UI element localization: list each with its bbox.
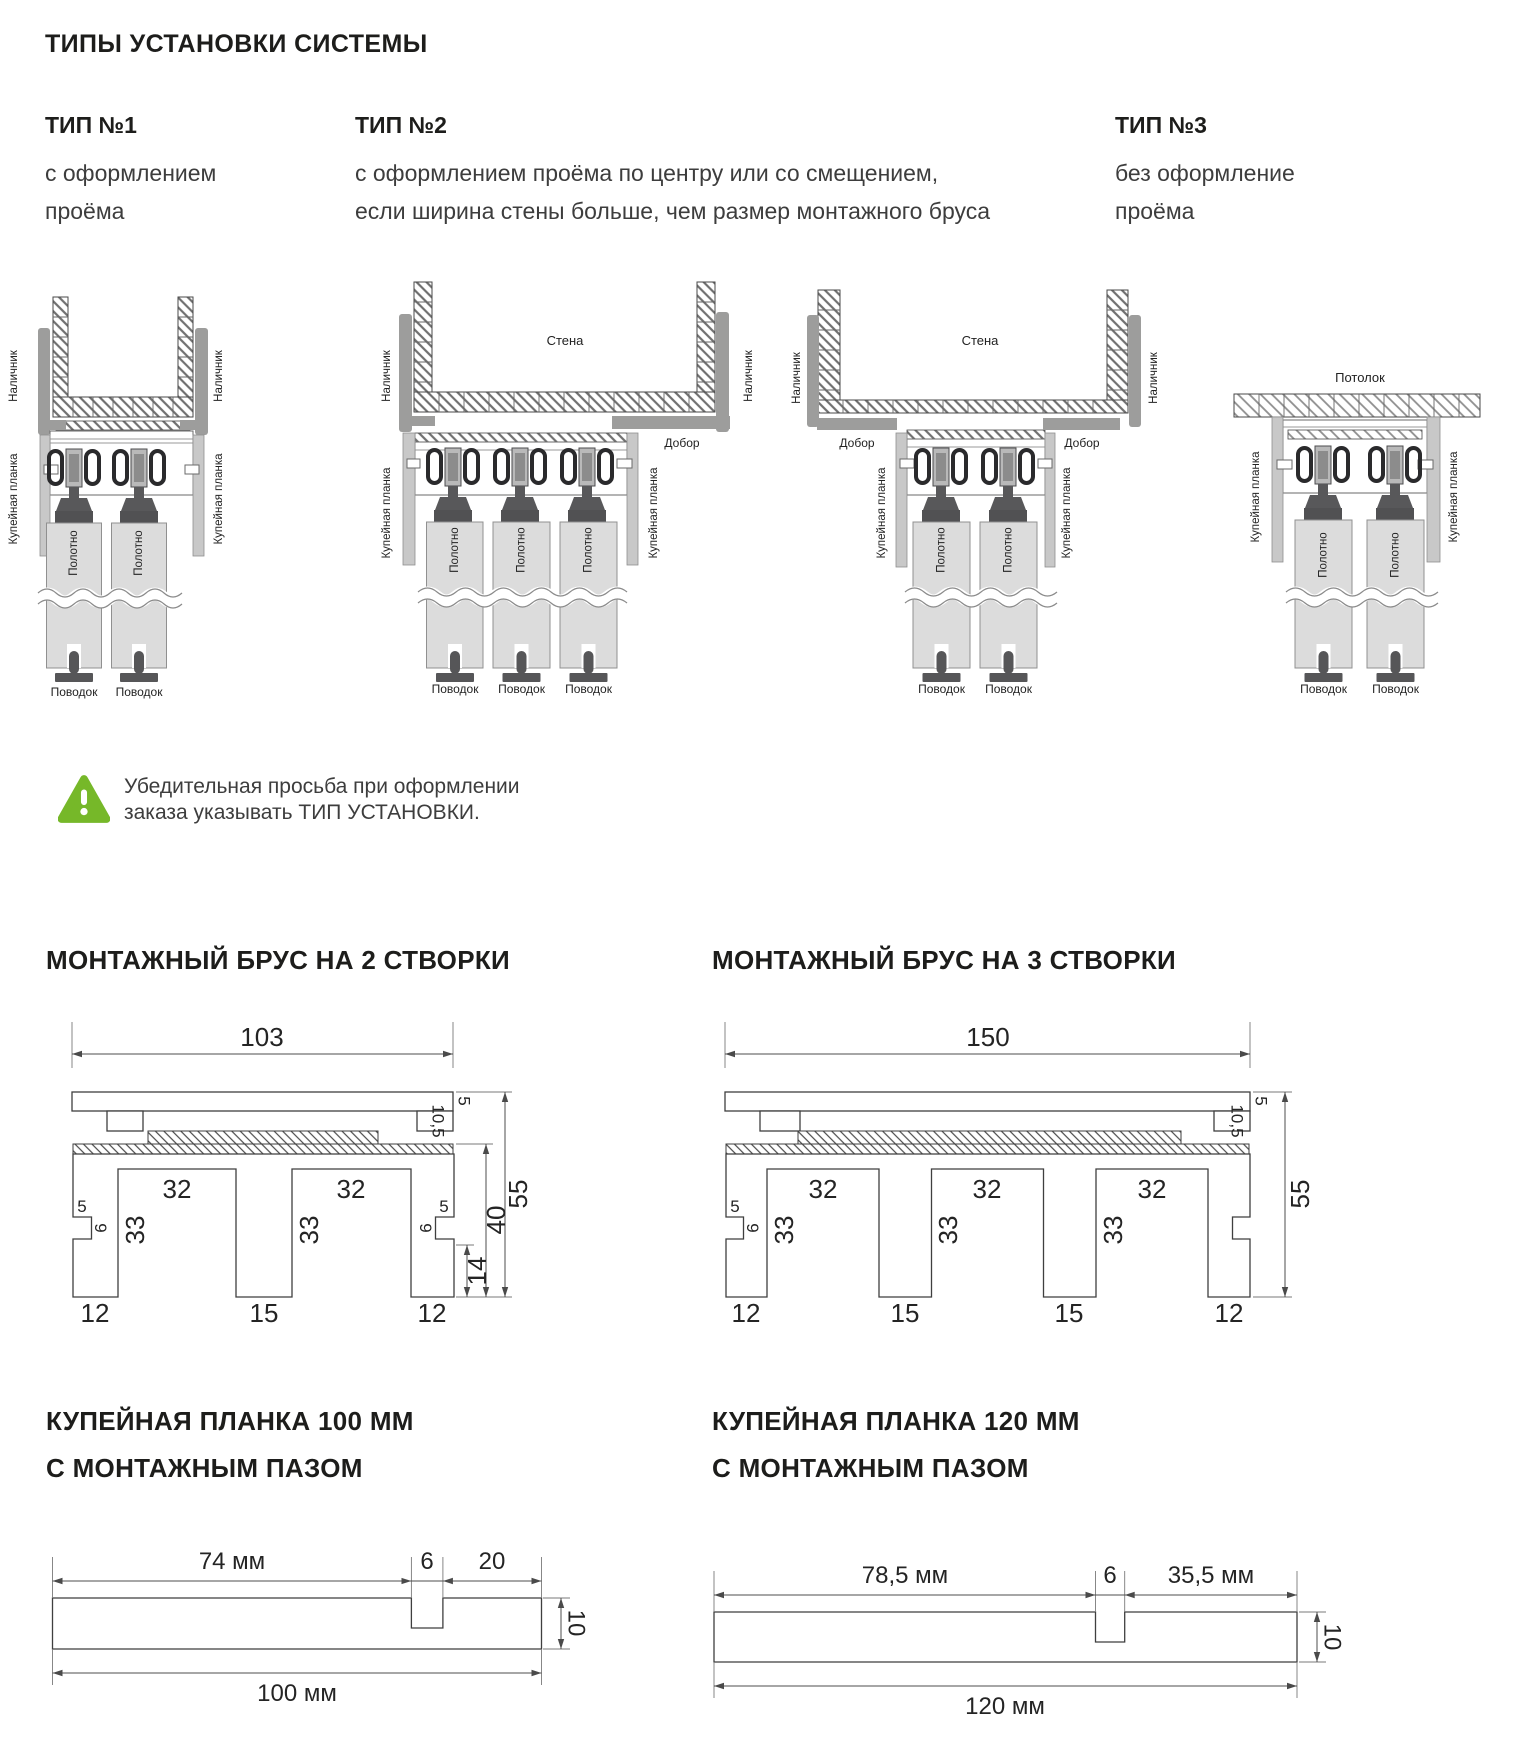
label-lead: Поводок — [498, 682, 545, 696]
dim-total: 100 мм — [257, 1680, 337, 1707]
label-extension: Добор — [839, 436, 875, 450]
planka-profile — [53, 1598, 542, 1649]
label-leaf: Полотно — [582, 527, 595, 573]
warning-note — [58, 772, 520, 826]
dim-notch-width: 5 — [439, 1197, 449, 1216]
dim-width: 103 — [240, 1022, 284, 1052]
planka100-drawing — [40, 1545, 595, 1730]
label-lead: Поводок — [1300, 682, 1347, 696]
dim-channel-height: 33 — [769, 1215, 799, 1245]
mount-strip-hatch — [415, 433, 627, 442]
label-casing: Наличник — [213, 350, 225, 402]
plate-rib — [107, 1111, 143, 1131]
label-coupe-strip: Купейная планка — [648, 467, 660, 559]
dim-notch-height: 6 — [91, 1223, 111, 1233]
label-leaf: Полотно — [515, 527, 528, 573]
type-2-desc-line: если ширина стены больше, чем размер монтажного бруса — [355, 198, 991, 224]
exclamation-dot — [80, 808, 87, 815]
label-coupe-strip: Купейная планка — [876, 467, 888, 559]
diagram-tip-3 — [1168, 330, 1523, 705]
label-coupe-strip: Купейная планка — [1061, 467, 1073, 559]
dim-leg: 12 — [417, 1298, 447, 1328]
label-lead: Поводок — [985, 682, 1032, 696]
type-3-desc-line: проёма — [1115, 198, 1195, 224]
dim-mid: 15 — [890, 1298, 920, 1328]
casing-trim — [399, 312, 729, 432]
label-lead: Поводок — [1372, 682, 1419, 696]
label-leaf: Полотно — [449, 527, 461, 573]
label-coupe-strip: Купейная планка — [213, 453, 225, 545]
label-leaf: Полотно — [1002, 527, 1015, 573]
dim-thickness: 10 — [1318, 1623, 1346, 1651]
plate-rib — [760, 1111, 800, 1131]
dim-leg: 12 — [80, 1298, 110, 1328]
dim-channel-width: 32 — [162, 1174, 192, 1204]
brus3-title: МОНТАЖНЫЙ БРУС НА 3 СТВОРКИ — [712, 945, 1177, 975]
label-lead: Поводок — [431, 682, 479, 696]
planka120-drawing — [640, 1545, 1355, 1735]
planka100-title-line: С МОНТАЖНЫМ ПАЗОМ — [46, 1453, 363, 1483]
wall-hatch — [53, 297, 193, 417]
dim-channel-width: 32 — [808, 1174, 838, 1204]
dim-plate: 5 — [1251, 1096, 1271, 1106]
dim-notch-width: 5 — [730, 1197, 740, 1216]
label-leaf: Полотно — [935, 527, 948, 573]
label-casing: Наличник — [743, 350, 755, 402]
diagram-tip-2-center — [330, 250, 760, 705]
dim-step: 10,5 — [1227, 1104, 1247, 1138]
planka120-title-line: КУПЕЙНАЯ ПЛАНКА 120 ММ — [712, 1406, 1080, 1436]
extension-board — [612, 416, 730, 429]
type-1-title: ТИП №1 — [45, 112, 137, 138]
top-plate — [725, 1092, 1250, 1111]
warning-line: заказа указывать ТИП УСТАНОВКИ. — [124, 801, 480, 824]
label-casing: Наличник — [1148, 352, 1160, 404]
label-coupe-strip: Купейная планка — [1250, 451, 1262, 543]
dim-total: 120 мм — [965, 1693, 1045, 1720]
extension-board — [817, 418, 1120, 430]
label-lead: Поводок — [565, 682, 612, 696]
dim-notch-height: 6 — [743, 1223, 763, 1233]
label-coupe-strip: Купейная планка — [1448, 451, 1460, 543]
dim-channel-height: 33 — [294, 1215, 324, 1245]
diagram-tip-1 — [0, 253, 240, 705]
dim-notch-height: 6 — [416, 1223, 436, 1233]
brus2-drawing — [40, 1020, 540, 1332]
dim-right: 20 — [478, 1548, 506, 1575]
brus3-drawing — [640, 1020, 1320, 1332]
label-lead: Поводок — [50, 685, 98, 699]
label-ceiling: Потолок — [1335, 370, 1385, 385]
label-coupe-strip: Купейная планка — [381, 467, 393, 559]
label-extension: Добор — [1064, 436, 1100, 450]
planka100-title-line: КУПЕЙНАЯ ПЛАНКА 100 ММ — [46, 1406, 414, 1436]
dim-leg: 12 — [731, 1298, 761, 1328]
dim-total: 55 — [503, 1179, 533, 1209]
brus2-title: МОНТАЖНЫЙ БРУС НА 2 СТВОРКИ — [46, 945, 511, 975]
dim-channel-width: 32 — [336, 1174, 366, 1204]
exclamation-bar — [81, 789, 87, 805]
dim-total: 55 — [1285, 1179, 1315, 1209]
hatch-strip — [726, 1144, 1249, 1154]
label-casing: Наличник — [791, 352, 803, 404]
door-panel — [1286, 520, 1438, 668]
wall-hatch — [818, 290, 1128, 413]
dim-channel-height: 33 — [1098, 1215, 1128, 1245]
label-leaf: Полотно — [1389, 532, 1402, 578]
planka-profile — [714, 1612, 1297, 1662]
label-extension: Добор — [664, 436, 700, 450]
mount-strip-hatch — [56, 421, 190, 430]
planka120-title — [712, 1398, 1080, 1492]
type-2-block — [355, 112, 990, 230]
dim-channel-width: 32 — [1137, 1174, 1167, 1204]
label-leaf: Полотно — [68, 530, 80, 576]
type-3-title: ТИП №3 — [1115, 112, 1207, 138]
dim-leg: 12 — [1214, 1298, 1244, 1328]
dim-right: 35,5 мм — [1167, 1562, 1255, 1589]
type-3-block — [1115, 112, 1295, 230]
label-leaf: Полотно — [1317, 532, 1330, 578]
dim-groove: 6 — [1103, 1562, 1117, 1589]
dim-channel-height: 33 — [933, 1215, 963, 1245]
type-2-desc-line: с оформлением проёма по центру или со смещением, — [355, 160, 939, 186]
label-lead: Поводок — [115, 685, 163, 699]
dim-channel-height: 33 — [120, 1215, 150, 1245]
warning-icon — [58, 772, 110, 826]
hatch-layer — [148, 1131, 378, 1144]
mount-strip-hatch — [907, 430, 1045, 439]
top-plate — [72, 1092, 453, 1111]
dim-step: 10,5 — [428, 1104, 448, 1138]
dim-left: 74 мм — [198, 1548, 266, 1575]
dim-width: 150 — [966, 1022, 1010, 1052]
label-coupe-strip: Купейная планка — [8, 453, 20, 545]
planka100-title — [46, 1398, 414, 1492]
label-casing: Наличник — [8, 350, 20, 402]
warning-line: Убедительная просьба при оформлении — [124, 775, 520, 798]
dim-plate: 5 — [454, 1096, 474, 1106]
dim-thickness: 10 — [562, 1609, 590, 1637]
dim-mid: 15 — [249, 1298, 279, 1328]
dim-groove: 6 — [420, 1548, 434, 1575]
door-panel — [905, 522, 1057, 668]
dim-body: 40 — [481, 1205, 511, 1235]
door-panel — [38, 523, 182, 668]
label-wall: Стена — [961, 333, 999, 348]
diagram-tip-2-offset — [760, 250, 1168, 705]
page-title: ТИПЫ УСТАНОВКИ СИСТЕМЫ — [45, 30, 428, 58]
hatch-layer — [798, 1131, 1181, 1144]
dim-foot: 14 — [462, 1256, 492, 1286]
label-leaf: Полотно — [133, 530, 145, 576]
label-lead: Поводок — [918, 682, 965, 696]
dim-channel-width: 32 — [972, 1174, 1002, 1204]
ceiling-hatch — [1234, 394, 1480, 417]
type-1-desc-line: с оформлением — [45, 160, 217, 186]
dim-notch-width: 5 — [77, 1197, 87, 1216]
dim-mid: 15 — [1054, 1298, 1084, 1328]
planka120-title-line: С МОНТАЖНЫМ ПАЗОМ — [712, 1453, 1029, 1483]
dim-left: 78,5 мм — [861, 1562, 949, 1589]
type-2-title: ТИП №2 — [355, 112, 447, 138]
label-wall: Стена — [546, 333, 584, 348]
type-1-desc-line: проёма — [45, 198, 125, 224]
hatch-strip — [73, 1144, 453, 1154]
label-casing: Наличник — [381, 350, 393, 402]
type-1-block — [45, 112, 216, 230]
type-3-desc-line: без оформление — [1115, 160, 1295, 186]
